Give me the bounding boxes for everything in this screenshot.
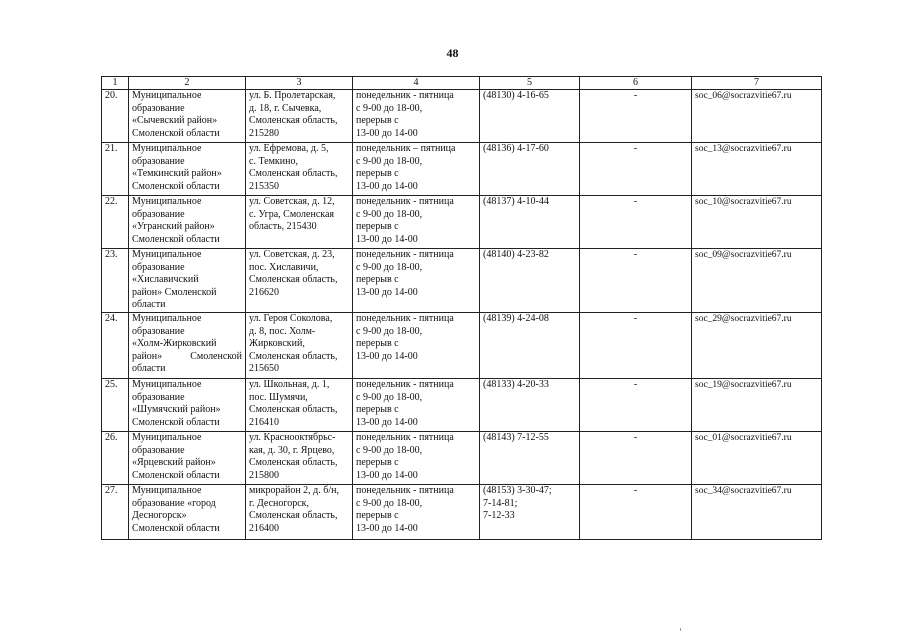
cell-text-line: образование	[132, 261, 185, 273]
table-row	[102, 431, 822, 484]
address-cell	[246, 431, 353, 484]
working-hours-cell	[353, 312, 480, 378]
cell-text-line: (48140) 4-23-82	[483, 249, 549, 260]
cell-text-line: «Ярцевский район»	[132, 457, 216, 469]
cell-text-line: г. Десногорск,	[249, 497, 310, 509]
email-cell: soc_29@socrazvitie67.ru	[692, 312, 822, 378]
cell-text-line: 216410	[249, 416, 279, 428]
cell-text-line: Смоленской области	[132, 127, 220, 139]
phone-cell	[480, 249, 580, 313]
cell-text-line: 215650	[249, 363, 279, 375]
table-row	[102, 196, 822, 249]
cell-text-line: Муниципальное	[132, 431, 202, 443]
cell-text-line: Смоленская область,	[249, 168, 338, 180]
institutions-table	[101, 76, 822, 540]
cell-text-line: образование «город	[132, 497, 216, 509]
cell-text-line: 13-00 до 14-00	[356, 233, 418, 245]
row-number-cell: 22.	[102, 196, 129, 249]
organization-cell	[129, 143, 246, 196]
cell-text-line: образование	[132, 325, 185, 337]
cell-text-line: 13-00 до 14-00	[356, 350, 418, 362]
cell-text-line: пос. Хиславичи,	[249, 261, 319, 273]
cell-text-line: с. Темкино,	[249, 155, 298, 167]
cell-text-line: Муниципальное	[132, 196, 202, 207]
cell-text-line: Смоленская область,	[249, 350, 338, 362]
organization-cell	[129, 249, 246, 313]
cell-text-line: «Холм-Жирковский	[132, 338, 217, 350]
cell-text-line: с 9-00 до 18-00,	[356, 497, 423, 509]
cell-text-line: Смоленская область,	[249, 274, 338, 286]
email-cell: soc_13@socrazvitie67.ru	[692, 143, 822, 196]
cell-text-line: д. 18, г. Сычевка,	[249, 102, 322, 114]
cell-text-line: перерыв с	[356, 168, 399, 180]
cell-text-line: Десногорск»	[132, 510, 187, 522]
table-row	[102, 143, 822, 196]
column-header-3: 3	[246, 77, 353, 90]
cell-text-line: (48139) 4-24-08	[483, 312, 549, 324]
cell-text-line: ул. Советская, д. 23,	[249, 249, 335, 260]
working-hours-cell	[353, 484, 480, 539]
cell-text-line: с 9-00 до 18-00,	[356, 325, 423, 337]
header-row	[102, 77, 822, 90]
phone-cell	[480, 431, 580, 484]
cell-text-line: ул. Советская, д. 12,	[249, 196, 335, 207]
cell-text-line: Муниципальное	[132, 484, 202, 496]
cell-text-line: образование	[132, 102, 185, 114]
cell-text-line: с 9-00 до 18-00,	[356, 102, 423, 114]
cell-text-line: с. Угра, Смоленская	[249, 208, 335, 220]
organization-cell	[129, 431, 246, 484]
working-hours-cell	[353, 143, 480, 196]
working-hours-cell	[353, 249, 480, 313]
scan-artifact-mark	[680, 628, 681, 631]
row-number-cell: 24.	[102, 312, 129, 378]
address-cell	[246, 196, 353, 249]
working-hours-cell	[353, 90, 480, 143]
cell-text-line: Смоленская область,	[249, 404, 338, 416]
cell-text-line: перерыв с	[356, 510, 399, 522]
cell-text-line: понедельник - пятница	[356, 312, 454, 324]
cell-text-line: 215350	[249, 180, 279, 192]
cell-text-line: (48136) 4-17-60	[483, 143, 549, 154]
cell-text-line: 13-00 до 14-00	[356, 469, 418, 481]
cell-text-line: Муниципальное	[132, 143, 202, 154]
row-number-cell: 25.	[102, 378, 129, 431]
organization-cell	[129, 312, 246, 378]
cell-text-line: район» Смоленской	[132, 286, 217, 298]
cell-text-line: 13-00 до 14-00	[356, 416, 418, 428]
cell-text-line: «Сычевский район»	[132, 115, 218, 127]
column6-cell: -	[580, 312, 692, 378]
column6-cell: -	[580, 484, 692, 539]
cell-text-line: 216620	[249, 286, 279, 298]
address-cell	[246, 484, 353, 539]
phone-cell	[480, 312, 580, 378]
phone-cell	[480, 90, 580, 143]
table-row	[102, 249, 822, 313]
cell-text-line: район» Смоленской	[132, 350, 242, 362]
cell-text-line: понедельник – пятница	[356, 143, 456, 154]
cell-text-line: перерыв с	[356, 404, 399, 416]
organization-cell	[129, 196, 246, 249]
cell-text-line: ул. Краснооктябрьс-	[249, 431, 336, 443]
column6-cell: -	[580, 431, 692, 484]
cell-text-line: Жирковский,	[249, 338, 305, 350]
cell-text-line: область, 215430	[249, 221, 317, 233]
cell-text-line: области	[132, 363, 166, 375]
table-row	[102, 484, 822, 539]
cell-text-line: Муниципальное	[132, 312, 202, 324]
cell-text-line: (48133) 4-20-33	[483, 378, 549, 390]
cell-text-line: 13-00 до 14-00	[356, 286, 418, 298]
cell-text-line: перерыв с	[356, 457, 399, 469]
cell-text-line: (48137) 4-10-44	[483, 196, 549, 207]
cell-text-line: перерыв с	[356, 274, 399, 286]
address-cell	[246, 378, 353, 431]
cell-text-line: 13-00 до 14-00	[356, 522, 418, 534]
working-hours-cell	[353, 431, 480, 484]
cell-text-line: перерыв с	[356, 221, 399, 233]
cell-text-line: Смоленская область,	[249, 115, 338, 127]
cell-text-line: ул. Героя Соколова,	[249, 312, 333, 324]
cell-text-line: 7-14-81;	[483, 497, 518, 509]
email-cell: soc_01@socrazvitie67.ru	[692, 431, 822, 484]
cell-text-line: Смоленской области	[132, 522, 220, 534]
column-header-4: 4	[353, 77, 480, 90]
cell-text-line: Смоленской области	[132, 416, 220, 428]
cell-text-line: 13-00 до 14-00	[356, 127, 418, 139]
email-cell: soc_09@socrazvitie67.ru	[692, 249, 822, 313]
address-cell	[246, 90, 353, 143]
cell-text-line: с 9-00 до 18-00,	[356, 261, 423, 273]
working-hours-cell	[353, 196, 480, 249]
cell-text-line: понедельник - пятница	[356, 484, 454, 496]
cell-text-line: кая, д. 30, г. Ярцево,	[249, 444, 335, 456]
cell-text-line: образование	[132, 155, 185, 167]
cell-text-line: Смоленской области	[132, 469, 220, 481]
row-number-cell: 21.	[102, 143, 129, 196]
row-number-cell: 26.	[102, 431, 129, 484]
cell-text-line: 215800	[249, 469, 279, 481]
cell-text-line: перерыв с	[356, 115, 399, 127]
cell-text-line: «Темкинский район»	[132, 168, 222, 180]
cell-text-line: Муниципальное	[132, 378, 202, 390]
cell-text-line: образование	[132, 208, 185, 220]
column6-cell: -	[580, 90, 692, 143]
organization-cell	[129, 378, 246, 431]
address-cell	[246, 143, 353, 196]
address-cell	[246, 312, 353, 378]
cell-text-line: понедельник - пятница	[356, 90, 454, 101]
cell-text-line: понедельник - пятница	[356, 431, 454, 443]
cell-text-line: ул. Школьная, д. 1,	[249, 378, 330, 390]
cell-text-line: с 9-00 до 18-00,	[356, 391, 423, 403]
email-cell: soc_34@socrazvitie67.ru	[692, 484, 822, 539]
cell-text-line: Муниципальное	[132, 249, 202, 260]
column-header-5: 5	[480, 77, 580, 90]
cell-text-line: 216400	[249, 522, 279, 534]
cell-text-line: «Хиславичский	[132, 274, 199, 286]
table-row	[102, 378, 822, 431]
cell-text-line: образование	[132, 444, 185, 456]
cell-text-line: Смоленской области	[132, 180, 220, 192]
page-number: 48	[446, 46, 459, 60]
cell-text-line: 7-12-33	[483, 510, 515, 522]
cell-text-line: д. 8, пос. Холм-	[249, 325, 316, 337]
cell-text-line: понедельник - пятница	[356, 196, 454, 207]
table-body	[102, 77, 822, 540]
cell-text-line: области	[132, 299, 166, 311]
cell-text-line: понедельник - пятница	[356, 249, 454, 260]
phone-cell	[480, 196, 580, 249]
phone-cell	[480, 378, 580, 431]
cell-text-line: пос. Шумячи,	[249, 391, 308, 403]
address-cell	[246, 249, 353, 313]
cell-text-line: 13-00 до 14-00	[356, 180, 418, 192]
cell-text-line: Муниципальное	[132, 90, 202, 101]
column-header-2: 2	[129, 77, 246, 90]
cell-text-line: «Угранский район»	[132, 221, 215, 233]
email-cell: soc_10@socrazvitie67.ru	[692, 196, 822, 249]
column6-cell: -	[580, 378, 692, 431]
cell-text-line: 215280	[249, 127, 279, 139]
column6-cell: -	[580, 196, 692, 249]
column-header-7: 7	[692, 77, 822, 90]
working-hours-cell	[353, 378, 480, 431]
cell-text-line: перерыв с	[356, 338, 399, 350]
cell-text-line: с 9-00 до 18-00,	[356, 208, 423, 220]
email-cell: soc_19@socrazvitie67.ru	[692, 378, 822, 431]
organization-cell	[129, 484, 246, 539]
cell-text-line: Смоленская область,	[249, 510, 338, 522]
cell-text-line: «Шумячский район»	[132, 404, 221, 416]
column-header-1: 1	[102, 77, 129, 90]
cell-text-line: (48143) 7-12-55	[483, 431, 549, 443]
cell-text-line: образование	[132, 391, 185, 403]
column6-cell: -	[580, 249, 692, 313]
cell-text-line: Смоленской области	[132, 233, 220, 245]
cell-text-line: понедельник - пятница	[356, 378, 454, 390]
column6-cell: -	[580, 143, 692, 196]
cell-text-line: (48130) 4-16-65	[483, 90, 549, 101]
email-cell: soc_06@socrazvitie67.ru	[692, 90, 822, 143]
row-number-cell: 23.	[102, 249, 129, 313]
organization-cell	[129, 90, 246, 143]
row-number-cell: 27.	[102, 484, 129, 539]
cell-text-line: ул. Ефремова, д. 5,	[249, 143, 329, 154]
cell-text-line: микрорайон 2, д. б/н,	[249, 484, 339, 496]
row-number-cell: 20.	[102, 90, 129, 143]
table-row	[102, 90, 822, 143]
cell-text-line: с 9-00 до 18-00,	[356, 155, 423, 167]
cell-text-line: ул. Б. Пролетарская,	[249, 90, 336, 101]
table-row	[102, 312, 822, 378]
cell-text-line: (48153) 3-30-47;	[483, 484, 552, 496]
phone-cell	[480, 484, 580, 539]
column-header-6: 6	[580, 77, 692, 90]
phone-cell	[480, 143, 580, 196]
cell-text-line: с 9-00 до 18-00,	[356, 444, 423, 456]
cell-text-line: Смоленская область,	[249, 457, 338, 469]
